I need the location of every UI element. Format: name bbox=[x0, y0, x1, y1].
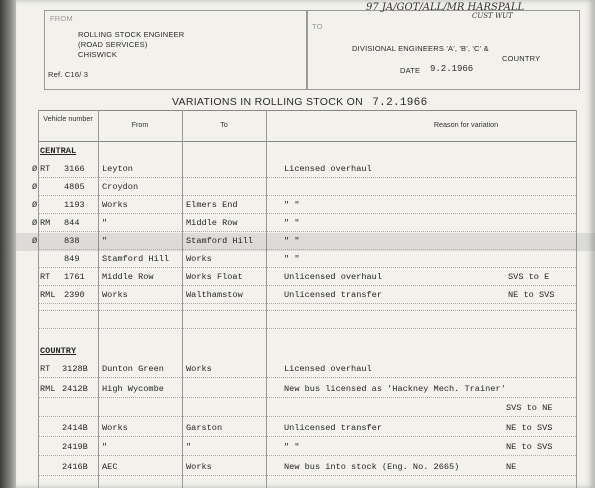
cancel-mark: Ø bbox=[32, 218, 38, 228]
from-location: Croydon bbox=[102, 182, 139, 192]
to-location: " bbox=[186, 442, 192, 452]
reason-text: New bus licensed as 'Hackney Mech. Trainer' bbox=[284, 383, 506, 394]
table-border-right bbox=[576, 110, 577, 488]
column-divider bbox=[266, 110, 267, 488]
row-rule bbox=[38, 177, 576, 178]
row-rule bbox=[38, 195, 576, 196]
vehicle-number: 849 bbox=[64, 254, 80, 264]
to-location: Works bbox=[186, 461, 212, 472]
reason-text: " " bbox=[284, 218, 300, 228]
to-location: Stamford Hill bbox=[186, 236, 254, 246]
to-location: Walthamstow bbox=[186, 290, 243, 300]
to-location: Middle Row bbox=[186, 218, 238, 228]
transfer-route: NE to SVS bbox=[506, 422, 553, 433]
transfer-route: SVS to NE bbox=[506, 403, 553, 413]
row-rule bbox=[38, 231, 576, 232]
column-header-reason: Reason for variation bbox=[433, 120, 499, 129]
section-central: CENTRAL bbox=[40, 146, 77, 156]
vehicle-number: 3128B bbox=[62, 364, 88, 374]
vehicle-type: RML bbox=[40, 290, 56, 300]
from-location: Dunton Green bbox=[102, 364, 164, 374]
row-rule bbox=[38, 303, 576, 304]
date-value: 9.2.1966 bbox=[430, 64, 474, 74]
memo-sheet bbox=[16, 0, 595, 488]
reason-text: " " bbox=[284, 236, 300, 246]
reason-text: " " bbox=[284, 200, 300, 210]
from-location: Leyton bbox=[102, 164, 133, 174]
to-location: Garston bbox=[186, 422, 223, 433]
from-location: Works bbox=[102, 290, 128, 300]
to-line-1: DIVISIONAL ENGINEERS 'A', 'B', 'C' & bbox=[352, 44, 489, 53]
from-line-3: CHISWICK bbox=[78, 50, 118, 59]
vehicle-number: 2419B bbox=[62, 442, 88, 452]
row-rule bbox=[38, 267, 576, 268]
to-location: Works bbox=[186, 364, 212, 374]
reason-text: Unlicensed overhaul bbox=[284, 272, 382, 282]
from-line-1: ROLLING STOCK ENGINEER bbox=[78, 30, 185, 39]
reason-text: Licensed overhaul bbox=[284, 164, 372, 174]
row-rule bbox=[38, 285, 576, 286]
transfer-route: SVS to E bbox=[508, 272, 550, 282]
vehicle-number: 2414B bbox=[62, 422, 88, 433]
row-rule bbox=[38, 213, 576, 214]
from-location: Works bbox=[102, 200, 128, 210]
section-country: COUNTRY bbox=[40, 346, 77, 356]
vehicle-type: RML bbox=[40, 383, 56, 394]
document-title bbox=[172, 96, 427, 109]
vehicle-number: 2412B bbox=[62, 383, 88, 394]
from-location: High Wycombe bbox=[102, 383, 164, 394]
date-label: DATE bbox=[400, 66, 421, 75]
table-border-left bbox=[38, 110, 39, 488]
from-location: Works bbox=[102, 422, 128, 433]
from-location: " bbox=[102, 236, 108, 246]
reason-text: Unlicensed transfer bbox=[284, 422, 382, 433]
reason-text: Unlicensed transfer bbox=[284, 290, 382, 300]
reason-text: " " bbox=[284, 254, 300, 264]
title-date: 7.2.1966 bbox=[372, 97, 428, 109]
reason-text: New bus into stock (Eng. No. 2665) bbox=[284, 461, 460, 472]
row-rule bbox=[38, 328, 576, 329]
column-header-from: From bbox=[131, 120, 149, 129]
vehicle-number: 2416B bbox=[62, 461, 88, 472]
to-line-2: COUNTRY bbox=[502, 54, 541, 63]
vehicle-number: 4805 bbox=[64, 182, 85, 192]
row-rule bbox=[38, 436, 576, 437]
reason-text: Licensed overhaul bbox=[284, 364, 372, 374]
column-divider bbox=[98, 110, 99, 488]
title-prefix: VARIATIONS IN ROLLING STOCK ON bbox=[172, 96, 364, 108]
row-rule bbox=[38, 475, 576, 476]
vehicle-number: 1761 bbox=[64, 272, 85, 282]
row-rule bbox=[38, 397, 576, 398]
vehicle-number: 3166 bbox=[64, 164, 85, 174]
row-rule bbox=[38, 455, 576, 456]
row-rule bbox=[38, 310, 576, 311]
vehicle-number: 844 bbox=[64, 218, 80, 228]
from-location: " bbox=[102, 218, 108, 228]
vehicle-number: 2390 bbox=[64, 290, 85, 300]
column-header-vehicle: Vehicle number bbox=[43, 114, 93, 123]
vehicle-number: 838 bbox=[64, 236, 80, 246]
to-location: Works bbox=[186, 254, 212, 264]
to-location: Elmers End bbox=[186, 200, 238, 210]
from-location: Middle Row bbox=[102, 272, 154, 282]
reference-number: Ref. C16/ 3 bbox=[48, 70, 89, 79]
vehicle-type: RT bbox=[40, 164, 51, 174]
row-rule bbox=[38, 416, 576, 417]
handwritten-annotation: 97 JA/GOT/ALL/MR HARSPALL bbox=[366, 2, 525, 13]
transfer-route: NE to SVS bbox=[508, 290, 555, 300]
from-location: " bbox=[102, 442, 108, 452]
vehicle-type: RT bbox=[40, 364, 51, 374]
vehicle-type: RT bbox=[40, 272, 51, 282]
cancel-mark: Ø bbox=[32, 182, 38, 192]
row-rule bbox=[38, 377, 576, 378]
column-divider bbox=[182, 110, 183, 488]
column-header-to: To bbox=[220, 120, 228, 129]
vehicle-type: RM bbox=[40, 218, 51, 228]
cancel-mark: Ø bbox=[32, 236, 38, 246]
to-location: Works Float bbox=[186, 272, 243, 282]
cancel-mark: Ø bbox=[32, 200, 38, 210]
from-label: FROM bbox=[50, 14, 73, 23]
from-line-2: (ROAD SERVICES) bbox=[78, 40, 148, 49]
to-label: TO bbox=[312, 22, 323, 31]
reason-text: " " bbox=[284, 442, 300, 452]
row-rule bbox=[38, 249, 576, 250]
transfer-route: NE to SVS bbox=[506, 442, 553, 452]
cancel-mark: Ø bbox=[32, 164, 38, 174]
handwritten-annotation-sub: CUST WUT bbox=[472, 12, 513, 20]
from-location: Stamford Hill bbox=[102, 254, 170, 264]
from-location: AEC bbox=[102, 461, 118, 472]
vehicle-number: 1193 bbox=[64, 200, 85, 210]
transfer-route: NE bbox=[506, 461, 517, 472]
